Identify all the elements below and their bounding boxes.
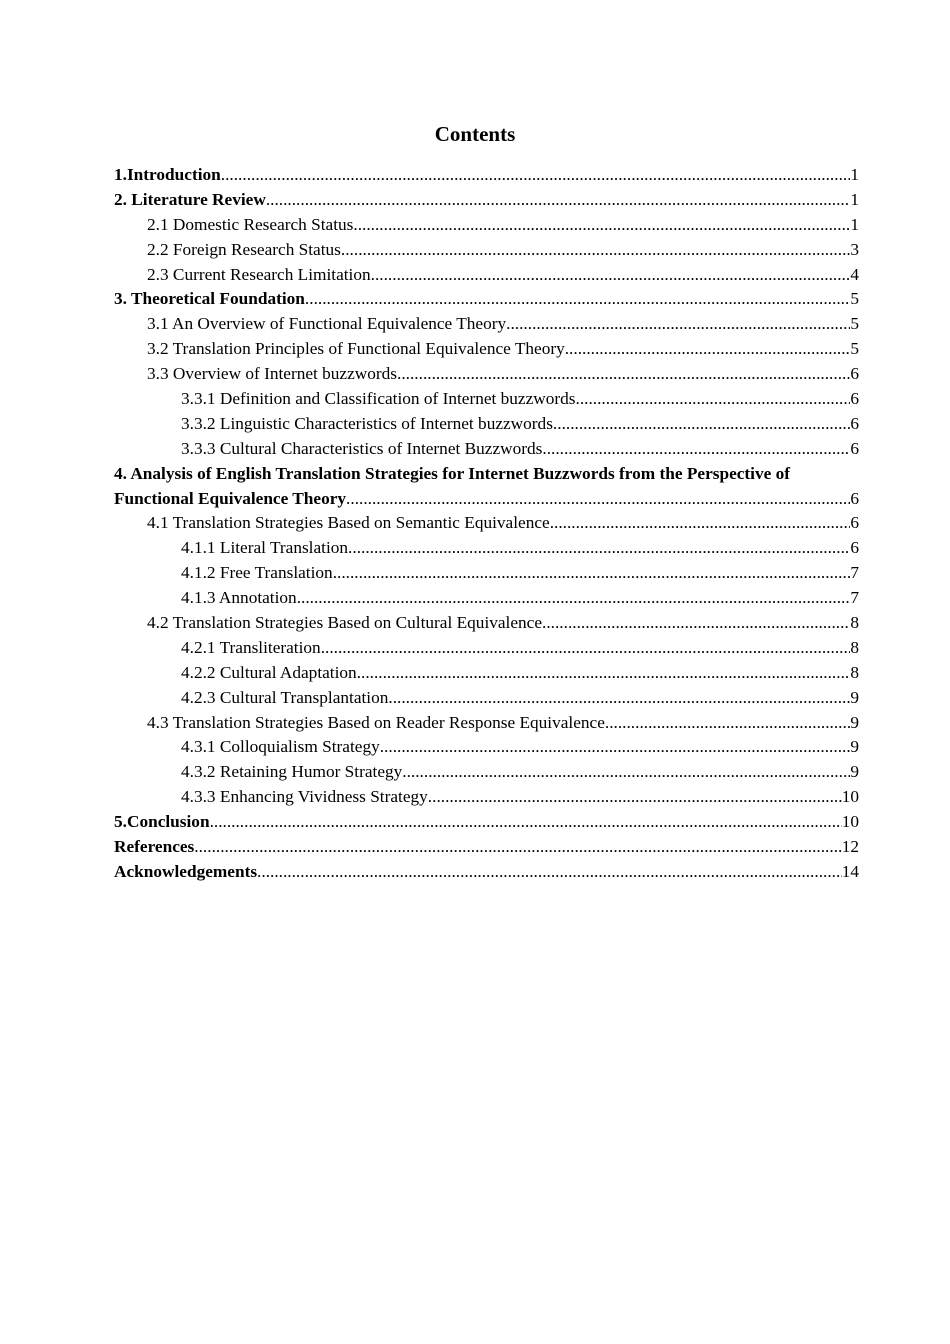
dot-leader	[402, 760, 850, 785]
dot-leader	[380, 735, 851, 760]
toc-entry-label: 3.2 Translation Principles of Functional Equivalence Theory	[147, 339, 565, 359]
toc-entry-cultural-characteristics[interactable]	[114, 437, 859, 462]
toc-entry-literature-review[interactable]	[114, 188, 859, 213]
toc-entry-semantic-equivalence[interactable]	[114, 511, 859, 536]
dot-leader	[297, 586, 851, 611]
toc-page-number: 7	[850, 563, 859, 583]
toc-entry-label: 4.3.1 Colloquialism Strategy	[181, 737, 380, 757]
toc-entry-analysis-translation-strategies[interactable]	[114, 462, 859, 512]
dot-leader	[346, 487, 850, 512]
toc-entry-label: 4.2 Translation Strategies Based on Cultural Equivalence	[147, 613, 543, 633]
dot-leader	[542, 611, 850, 636]
toc-entry-label: 3.1 An Overview of Functional Equivalence Theory	[147, 314, 507, 334]
toc-page-number: 4	[850, 264, 859, 284]
toc-page-number: 8	[850, 662, 859, 682]
toc-page-number: 6	[850, 538, 859, 558]
toc-entry-label: 4.2.1 Transliteration	[181, 637, 321, 657]
toc-page-number: 5	[850, 339, 859, 359]
toc-entry-enhancing-vividness-strategy[interactable]	[114, 785, 859, 810]
toc-entry-label: 3.3.2 Linguistic Characteristics of Internet buzzwords	[181, 413, 553, 433]
toc-entry-label: 3.3 Overview of Internet buzzwords	[147, 364, 398, 384]
toc-entry-label: 1.Introduction	[114, 165, 221, 184]
dot-leader	[321, 636, 851, 661]
dot-leader	[341, 238, 850, 263]
toc-entry-free-translation[interactable]	[114, 561, 859, 586]
dot-leader	[348, 536, 850, 561]
toc-entry-label: Functional Equivalence Theory	[114, 488, 347, 508]
toc-entry-linguistic-characteristics[interactable]	[114, 412, 859, 437]
dot-leader	[257, 860, 842, 885]
toc-page-number: 6	[850, 364, 859, 384]
toc-page-number: 12	[841, 837, 859, 857]
table-of-contents	[114, 163, 859, 885]
toc-page-number: 1	[850, 214, 859, 234]
toc-entry-label: 3. Theoretical Foundation	[114, 289, 305, 309]
toc-page-number: 6	[850, 513, 859, 533]
toc-page-number: 5	[850, 289, 859, 309]
toc-entry-label: 2. Literature Review	[114, 189, 266, 209]
toc-entry-reader-response-equivalence[interactable]	[114, 711, 859, 736]
toc-entry-label: 4.2.3 Cultural Transplantation	[181, 687, 389, 707]
toc-page-number: 14	[841, 861, 859, 881]
toc-entry-label: References	[114, 837, 195, 857]
dot-leader	[221, 163, 851, 188]
dot-leader	[542, 437, 850, 462]
toc-entry-label: 4.1.1 Literal Translation	[181, 538, 349, 558]
toc-entry-overview-internet-buzzwords[interactable]	[114, 362, 859, 387]
toc-page-number: 6	[850, 488, 859, 508]
toc-entry-transliteration[interactable]	[114, 636, 859, 661]
toc-entry-annotation[interactable]	[114, 586, 859, 611]
dot-leader	[305, 287, 850, 312]
dot-leader	[576, 387, 851, 412]
toc-entry-label: 2.3 Current Research Limitation	[147, 264, 371, 284]
toc-entry-label: 3.3.3 Cultural Characteristics of Internet Buzzwords	[181, 438, 543, 458]
toc-entry-label: 4.1 Translation Strategies Based on Semantic Equivalence	[147, 513, 550, 533]
toc-entry-overview-functional-equivalence[interactable]	[114, 312, 859, 337]
dot-leader	[428, 785, 842, 810]
toc-entry-foreign-research-status[interactable]	[114, 238, 859, 263]
dot-leader	[266, 188, 851, 213]
toc-entry-current-research-limitation[interactable]	[114, 263, 859, 288]
toc-entry-cultural-adaptation[interactable]	[114, 661, 859, 686]
toc-entry-introduction[interactable]	[114, 163, 859, 188]
toc-entry-label: 4.3.3 Enhancing Vividness Strategy	[181, 787, 428, 807]
toc-entry-label: 4.1.2 Free Translation	[181, 563, 333, 583]
toc-page-number: 1	[850, 165, 859, 184]
toc-page-number: 10	[841, 812, 859, 832]
toc-entry-domestic-research-status[interactable]	[114, 213, 859, 238]
toc-page-number: 9	[850, 737, 859, 757]
toc-entry-label-line2	[114, 487, 859, 512]
toc-page-number: 6	[850, 438, 859, 458]
toc-entry-acknowledgements[interactable]	[114, 860, 859, 885]
dot-leader	[550, 511, 851, 536]
toc-entry-label: 4.1.3 Annotation	[181, 588, 297, 608]
toc-entry-label: 4.2.2 Cultural Adaptation	[181, 662, 357, 682]
dot-leader	[210, 810, 842, 835]
toc-page-number: 3	[850, 239, 859, 259]
toc-entry-label-line1	[114, 462, 859, 487]
toc-page-number: 8	[850, 637, 859, 657]
toc-entry-retaining-humor-strategy[interactable]	[114, 760, 859, 785]
toc-page-number: 5	[850, 314, 859, 334]
dot-leader	[353, 213, 850, 238]
dot-leader	[371, 263, 851, 288]
toc-entry-label-text: 4. Analysis of English Translation Strategies for Internet Buzzwords from the Perspective of	[114, 463, 791, 483]
toc-entry-label: 3.3.1 Definition and Classification of Internet buzzwords	[181, 389, 576, 409]
toc-entry-references[interactable]	[114, 835, 859, 860]
toc-entry-label: 2.1 Domestic Research Status	[147, 214, 354, 234]
toc-page-number: 9	[850, 762, 859, 782]
dot-leader	[388, 686, 850, 711]
toc-entry-label: 2.2 Foreign Research Status	[147, 239, 341, 259]
toc-page-number: 8	[850, 613, 859, 633]
dot-leader	[357, 661, 851, 686]
dot-leader	[333, 561, 851, 586]
toc-entry-definition-classification[interactable]	[114, 387, 859, 412]
dot-leader	[565, 337, 851, 362]
dot-leader	[605, 711, 850, 736]
toc-page-number: 7	[850, 588, 859, 608]
toc-page-number: 9	[850, 712, 859, 732]
dot-leader	[397, 362, 850, 387]
toc-entry-label: 5.Conclusion	[114, 812, 210, 832]
toc-entry-colloquialism-strategy[interactable]	[114, 735, 859, 760]
page-title: Contents	[434, 122, 516, 146]
dot-leader	[506, 312, 850, 337]
toc-page-number: 6	[850, 413, 859, 433]
toc-entry-literal-translation[interactable]	[114, 536, 859, 561]
toc-page-number: 9	[850, 687, 859, 707]
toc-entry-theoretical-foundation[interactable]	[114, 287, 859, 312]
toc-page-number: 1	[850, 189, 859, 209]
dot-leader	[553, 412, 850, 437]
toc-entry-cultural-transplantation[interactable]	[114, 686, 859, 711]
toc-page-number: 6	[850, 389, 859, 409]
toc-entry-label: Acknowledgements	[114, 861, 258, 881]
toc-entry-conclusion[interactable]	[114, 810, 859, 835]
toc-entry-translation-principles[interactable]	[114, 337, 859, 362]
dot-leader	[194, 835, 841, 860]
toc-entry-label: 4.3 Translation Strategies Based on Reader Response Equivalence	[147, 712, 605, 732]
toc-entry-label: 4.3.2 Retaining Humor Strategy	[181, 762, 403, 782]
toc-page-number: 10	[841, 787, 859, 807]
toc-entry-cultural-equivalence[interactable]	[114, 611, 859, 636]
